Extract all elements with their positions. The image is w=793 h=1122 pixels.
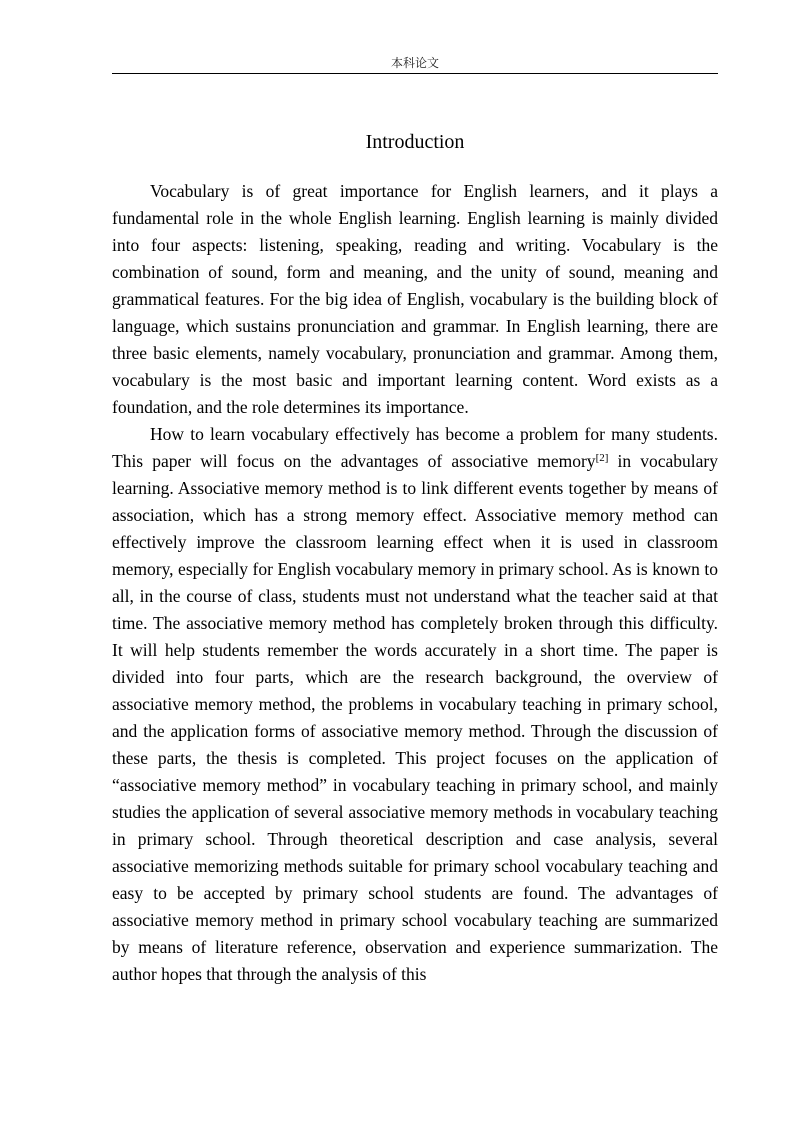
paragraph-2 [112, 421, 718, 988]
section-title: Introduction [365, 131, 465, 153]
header-rule [112, 73, 718, 74]
paragraph-2-text-rest: in vocabulary learning. Associative memory method is to link different events together by means of association, which has a strong memory effect. Associative memory method can effectively improve the classroom learning effect when it is used in classroom memory, especially for English vocabulary memory in primary school. As is known to all, in the course of class, students must not understand what the teacher said at that time. The associative memory method has completely broken through this difficulty. It will help students remember the words accurately in a short time. The paper is divided into four parts, which are the research background, the overview of associative memory method, the problems in vocabulary teaching in primary school, and the application forms of associative memory method. Through the discussion of these parts, the thesis is completed. This project focuses on the application of “associative memory method” in vocabulary teaching in primary school, and mainly studies the application of several associative memory methods in vocabulary teaching in primary school. Through theoretical description and case analysis, several associative memorizing methods suitable for primary school vocabulary teaching and easy to be accepted by primary school students are found. The advantages of associative memory method in primary school vocabulary teaching are summarized by means of literature reference, observation and experience summarization. The author hopes that through the analysis of this [112, 451, 719, 984]
body-text [112, 178, 718, 988]
citation-reference: [2] [595, 452, 609, 464]
paragraph-1: Vocabulary is of great importance for English learners, and it plays a fundamental role in the whole English learning. English learning is mainly divided into four aspects: listening, speaking, reading and writing. Vocabulary is the combination of sound, form and meaning, and the unity of sound, meaning and grammatical features. For the big idea of English, vocabulary is the building block of language, which sustains pronunciation and grammar. In English learning, there are three basic elements, namely vocabulary, pronunciation and grammar. Among them, vocabulary is the most basic and important learning content. Word exists as a foundation, and the role determines its importance. [112, 181, 718, 417]
paragraph-2-text-start: How to learn vocabulary effectively has become a problem for many students. This paper will focus on the advantages of associative memory [112, 424, 718, 471]
running-header: 本科论文 [390, 56, 439, 70]
